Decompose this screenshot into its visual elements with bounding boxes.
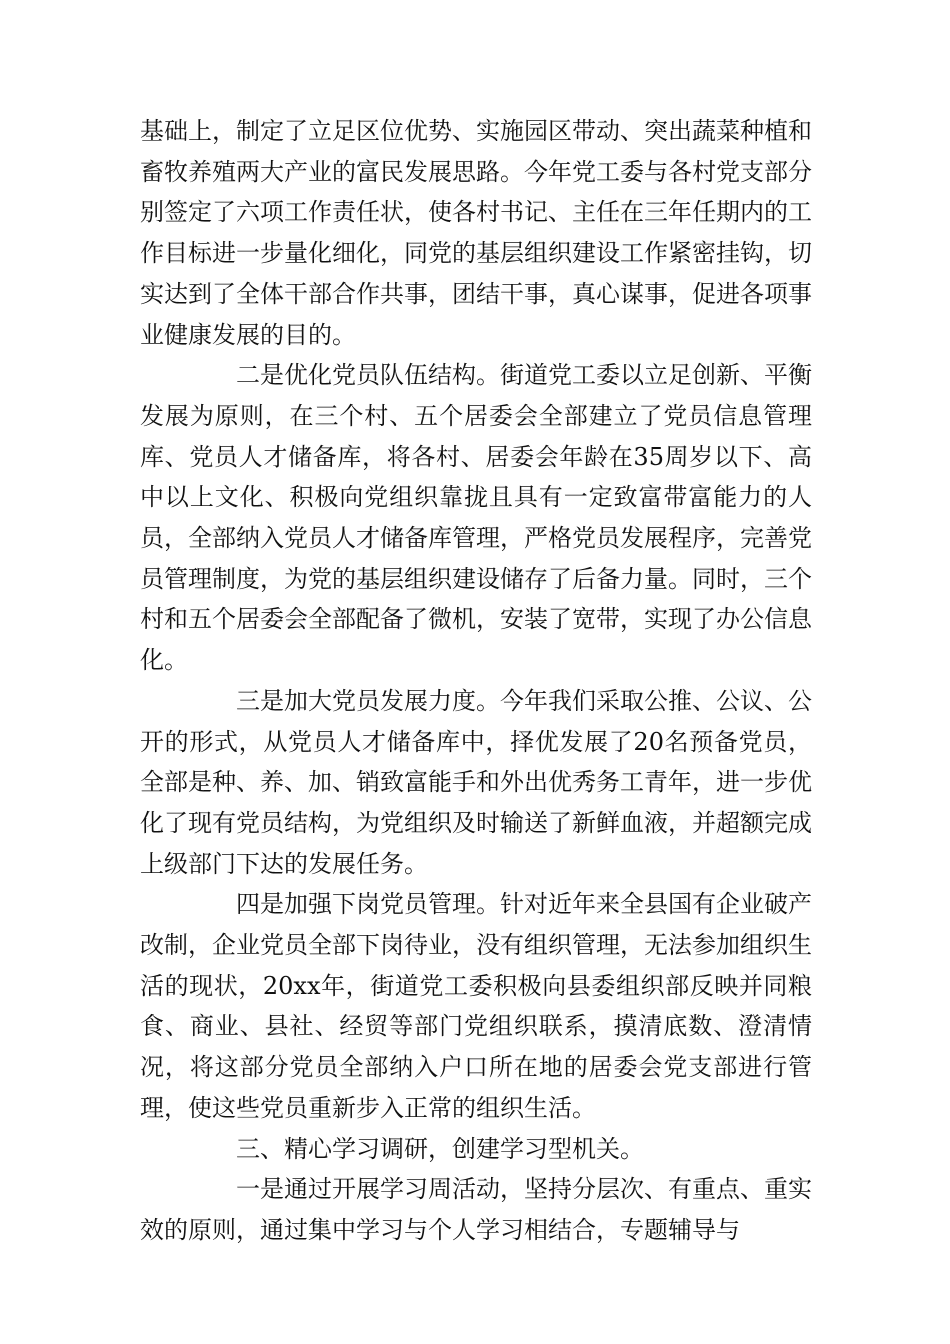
paragraph-optimize-structure: 二是优化党员队伍结构。街道党工委以立足创新、平衡发展为原则，在三个村、五个居委会全部建立了党员信息管理库、党员人才储备库，将各村、居委会年龄在35周岁以下、高中以上文化、积极向党组织靠拢且具有一定致富带富能力的人员，全部纳入党员人才储备库管理，严格党员发展程序，完善党员管理制度，为党的基层组织建设储存了后备力量。同时，三个村和五个居委会全部配备了微机，安装了宽带，实现了办公信息化。: [140, 361, 812, 675]
paragraph-study-week: 一是通过开展学习周活动，坚持分层次、有重点、重实效的原则，通过集中学习与个人学习相结合，专题辅导与: [140, 1175, 812, 1244]
document-body: [140, 111, 812, 1251]
section-heading-learning: 三、精心学习调研，创建学习型机关。: [236, 1134, 644, 1163]
paragraph-laid-off-members: 四是加强下岗党员管理。针对近年来全县国有企业破产改制，企业党员全部下岗待业，没有组织管理，无法参加组织生活的现状，20xx年，街道党工委积极向县委组织部反映并同粮食、商业、县社、经贸等部门党组织联系，摸清底数、澄清情况，将这部分党员全部纳入户口所在地的居委会党支部进行管理，使这些党员重新步入正常的组织生活。: [140, 890, 812, 1122]
paragraph-continuation: 基础上，制定了立足区位优势、实施园区带动、突出蔬菜种植和畜牧养殖两大产业的富民发展思路。今年党工委与各村党支部分别签定了六项工作责任状，使各村书记、主任在三年任期内的工作目标进一步量化细化，同党的基层组织建设工作紧密挂钩，切实达到了全体干部合作共事，团结干事，真心谋事，促进各项事业健康发展的目的。: [140, 117, 812, 349]
paragraph-increase-development: 三是加大党员发展力度。今年我们采取公推、公议、公开的形式，从党员人才储备库中，择优发展了20名预备党员，全部是种、养、加、销致富能手和外出优秀务工青年，进一步优化了现有党员结构，为党组织及时输送了新鲜血液，并超额完成上级部门下达的发展任务。: [140, 686, 812, 878]
